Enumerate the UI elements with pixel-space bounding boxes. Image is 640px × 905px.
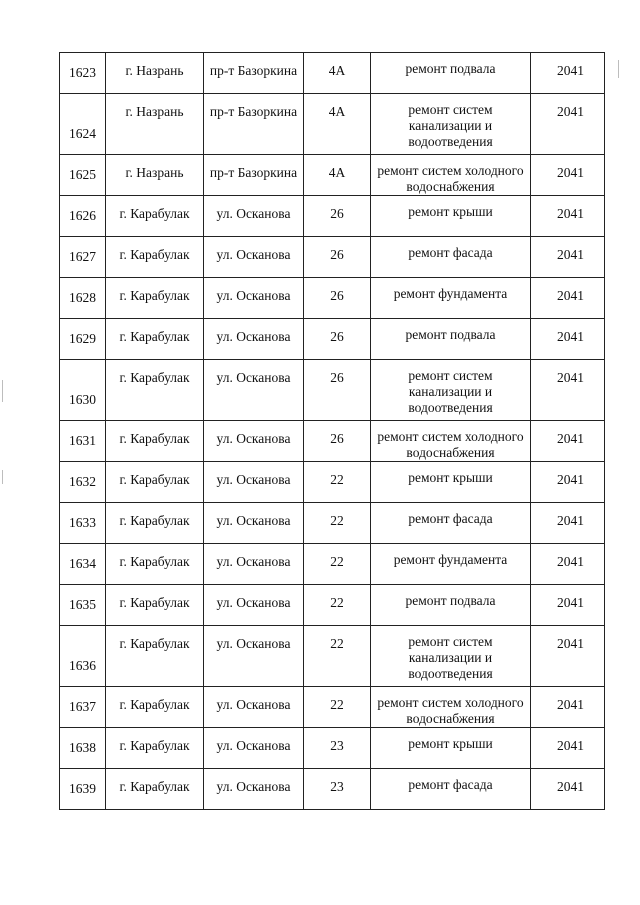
work-type-cell [371, 462, 531, 503]
work-type-text: ремонт фасада [408, 511, 493, 526]
year-cell [531, 462, 605, 503]
row-number-cell: 1629 [60, 319, 106, 360]
table-row [60, 462, 605, 503]
year-cell [531, 626, 605, 687]
scan-edge-mark [2, 380, 3, 402]
house-number-text: 22 [330, 472, 344, 487]
street-cell [204, 585, 304, 626]
year-text: 2041 [557, 472, 584, 487]
street-text: пр-т Базоркина [209, 165, 298, 180]
street-text: ул. Осканова [216, 513, 291, 528]
year-text: 2041 [557, 206, 584, 221]
street-cell [204, 94, 304, 155]
street-text: ул. Осканова [216, 595, 291, 610]
year-cell [531, 769, 605, 810]
city-cell [106, 544, 204, 585]
street-text: ул. Осканова [216, 636, 291, 651]
table-row [60, 360, 605, 421]
year-cell [531, 237, 605, 278]
house-number-cell [304, 626, 371, 687]
house-number-cell [304, 462, 371, 503]
house-number-text: 26 [330, 247, 344, 262]
year-text: 2041 [557, 595, 584, 610]
row-number-cell: 1632 [60, 462, 106, 503]
work-type-text: ремонт систем холодного водоснабжения [377, 429, 524, 460]
house-number-cell [304, 278, 371, 319]
city-cell [106, 769, 204, 810]
house-number-text: 22 [330, 554, 344, 569]
work-type-text: ремонт систем холодного водоснабжения [377, 163, 524, 194]
city-text: г. Карабулак [119, 247, 190, 262]
work-type-text: ремонт систем канализации и водоотведения [408, 102, 493, 149]
work-type-text: ремонт фасада [408, 245, 493, 260]
street-cell [204, 360, 304, 421]
year-text: 2041 [557, 288, 584, 303]
year-cell [531, 53, 605, 94]
city-text: г. Карабулак [119, 513, 190, 528]
street-cell [204, 421, 304, 462]
row-number-cell: 1624 [60, 94, 106, 155]
year-cell [531, 728, 605, 769]
table-row [60, 278, 605, 319]
table-row [60, 155, 605, 196]
year-cell [531, 360, 605, 421]
house-number-cell [304, 585, 371, 626]
work-type-cell [371, 360, 531, 421]
scan-edge-mark [2, 470, 3, 484]
city-text: г. Назрань [125, 63, 184, 78]
house-number-cell [304, 728, 371, 769]
street-cell [204, 462, 304, 503]
street-text: ул. Осканова [216, 247, 291, 262]
house-number-text: 4А [328, 165, 346, 180]
row-number-cell: 1638 [60, 728, 106, 769]
year-text: 2041 [557, 370, 584, 385]
house-number-cell [304, 155, 371, 196]
city-text: г. Карабулак [119, 472, 190, 487]
city-cell [106, 196, 204, 237]
year-text: 2041 [557, 554, 584, 569]
year-cell [531, 687, 605, 728]
work-type-text: ремонт подвала [405, 61, 496, 76]
work-type-cell [371, 278, 531, 319]
work-type-cell [371, 421, 531, 462]
year-text: 2041 [557, 63, 584, 78]
city-text: г. Карабулак [119, 738, 190, 753]
street-text: ул. Осканова [216, 472, 291, 487]
year-cell [531, 319, 605, 360]
table-row [60, 503, 605, 544]
city-text: г. Карабулак [119, 288, 190, 303]
house-number-text: 26 [330, 431, 344, 446]
house-number-text: 26 [330, 370, 344, 385]
street-text: ул. Осканова [216, 206, 291, 221]
year-cell [531, 544, 605, 585]
house-number-text: 22 [330, 697, 344, 712]
city-cell [106, 237, 204, 278]
year-text: 2041 [557, 636, 584, 651]
work-type-cell [371, 544, 531, 585]
repair-schedule-table [59, 52, 605, 810]
work-type-text: ремонт систем канализации и водоотведения [408, 368, 493, 415]
street-text: пр-т Базоркина [209, 104, 298, 119]
year-text: 2041 [557, 247, 584, 262]
row-number-cell: 1626 [60, 196, 106, 237]
city-cell [106, 155, 204, 196]
year-cell [531, 503, 605, 544]
year-cell [531, 94, 605, 155]
work-type-cell [371, 687, 531, 728]
street-text: пр-т Базоркина [209, 63, 298, 78]
work-type-text: ремонт фундамента [393, 286, 508, 301]
table-row [60, 53, 605, 94]
work-type-cell [371, 196, 531, 237]
table-row [60, 626, 605, 687]
city-cell [106, 94, 204, 155]
city-cell [106, 728, 204, 769]
year-cell [531, 196, 605, 237]
house-number-text: 26 [330, 288, 344, 303]
house-number-cell [304, 544, 371, 585]
year-text: 2041 [557, 697, 584, 712]
table-row [60, 237, 605, 278]
house-number-cell [304, 196, 371, 237]
work-type-text: ремонт подвала [405, 593, 496, 608]
row-number-cell: 1637 [60, 687, 106, 728]
row-number-cell: 1630 [60, 360, 106, 421]
house-number-cell [304, 687, 371, 728]
work-type-cell [371, 728, 531, 769]
city-cell [106, 53, 204, 94]
row-number-cell: 1631 [60, 421, 106, 462]
year-cell [531, 585, 605, 626]
work-type-text: ремонт систем холодного водоснабжения [377, 695, 524, 726]
work-type-cell [371, 94, 531, 155]
city-cell [106, 360, 204, 421]
street-text: ул. Осканова [216, 554, 291, 569]
table-row [60, 728, 605, 769]
year-text: 2041 [557, 738, 584, 753]
city-cell [106, 278, 204, 319]
house-number-cell [304, 360, 371, 421]
work-type-text: ремонт систем канализации и водоотведения [408, 634, 493, 681]
work-type-text: ремонт крыши [408, 736, 493, 751]
city-text: г. Карабулак [119, 431, 190, 446]
street-cell [204, 503, 304, 544]
house-number-cell [304, 237, 371, 278]
work-type-cell [371, 155, 531, 196]
house-number-text: 26 [330, 329, 344, 344]
table-row [60, 421, 605, 462]
table-row [60, 585, 605, 626]
street-text: ул. Осканова [216, 288, 291, 303]
table-row [60, 94, 605, 155]
city-text: г. Карабулак [119, 370, 190, 385]
work-type-cell [371, 237, 531, 278]
street-cell [204, 544, 304, 585]
table-row [60, 544, 605, 585]
city-cell [106, 421, 204, 462]
year-cell [531, 421, 605, 462]
street-cell [204, 53, 304, 94]
year-text: 2041 [557, 104, 584, 119]
row-number-cell: 1628 [60, 278, 106, 319]
work-type-cell [371, 769, 531, 810]
house-number-text: 4А [328, 63, 346, 78]
row-number-cell: 1625 [60, 155, 106, 196]
work-type-cell [371, 53, 531, 94]
row-number-cell: 1634 [60, 544, 106, 585]
work-type-text: ремонт крыши [408, 470, 493, 485]
city-cell [106, 319, 204, 360]
house-number-text: 23 [330, 779, 344, 794]
city-cell [106, 462, 204, 503]
row-number-cell: 1633 [60, 503, 106, 544]
house-number-text: 22 [330, 636, 344, 651]
year-cell [531, 155, 605, 196]
city-text: г. Назрань [125, 165, 184, 180]
row-number-cell: 1623 [60, 53, 106, 94]
street-cell [204, 687, 304, 728]
house-number-cell [304, 503, 371, 544]
city-text: г. Карабулак [119, 636, 190, 651]
row-number-cell: 1639 [60, 769, 106, 810]
street-cell [204, 728, 304, 769]
house-number-cell [304, 769, 371, 810]
street-cell [204, 196, 304, 237]
street-cell [204, 278, 304, 319]
year-cell [531, 278, 605, 319]
scan-edge-mark [618, 60, 619, 78]
year-text: 2041 [557, 431, 584, 446]
city-text: г. Карабулак [119, 554, 190, 569]
year-text: 2041 [557, 513, 584, 528]
table-row [60, 687, 605, 728]
house-number-text: 22 [330, 513, 344, 528]
city-text: г. Назрань [125, 104, 184, 119]
city-text: г. Карабулак [119, 206, 190, 221]
city-text: г. Карабулак [119, 697, 190, 712]
house-number-cell [304, 319, 371, 360]
house-number-text: 4А [328, 104, 346, 119]
street-text: ул. Осканова [216, 738, 291, 753]
street-cell [204, 319, 304, 360]
city-cell [106, 503, 204, 544]
street-cell [204, 769, 304, 810]
year-text: 2041 [557, 329, 584, 344]
street-text: ул. Осканова [216, 779, 291, 794]
house-number-cell [304, 94, 371, 155]
house-number-text: 26 [330, 206, 344, 221]
table-row [60, 769, 605, 810]
street-text: ул. Осканова [216, 697, 291, 712]
year-text: 2041 [557, 779, 584, 794]
work-type-cell [371, 319, 531, 360]
work-type-cell [371, 585, 531, 626]
table-row [60, 319, 605, 360]
street-text: ул. Осканова [216, 431, 291, 446]
city-text: г. Карабулак [119, 329, 190, 344]
work-type-text: ремонт фасада [408, 777, 493, 792]
house-number-cell [304, 53, 371, 94]
street-text: ул. Осканова [216, 370, 291, 385]
row-number-cell: 1636 [60, 626, 106, 687]
city-cell [106, 626, 204, 687]
house-number-cell [304, 421, 371, 462]
street-cell [204, 237, 304, 278]
work-type-text: ремонт крыши [408, 204, 493, 219]
year-text: 2041 [557, 165, 584, 180]
table-row [60, 196, 605, 237]
work-type-text: ремонт подвала [405, 327, 496, 342]
city-cell [106, 687, 204, 728]
work-type-cell [371, 503, 531, 544]
work-type-cell [371, 626, 531, 687]
city-text: г. Карабулак [119, 595, 190, 610]
street-cell [204, 155, 304, 196]
work-type-text: ремонт фундамента [393, 552, 508, 567]
city-text: г. Карабулак [119, 779, 190, 794]
city-cell [106, 585, 204, 626]
row-number-cell: 1635 [60, 585, 106, 626]
house-number-text: 22 [330, 595, 344, 610]
house-number-text: 23 [330, 738, 344, 753]
street-text: ул. Осканова [216, 329, 291, 344]
street-cell [204, 626, 304, 687]
row-number-cell: 1627 [60, 237, 106, 278]
